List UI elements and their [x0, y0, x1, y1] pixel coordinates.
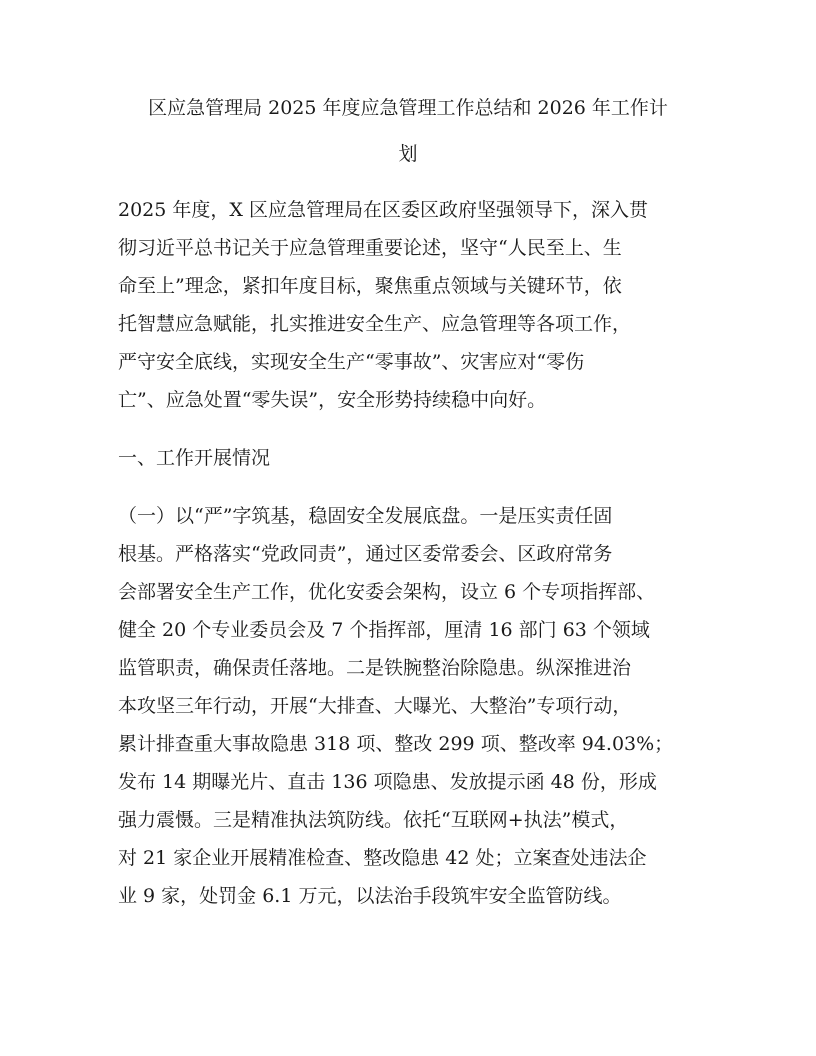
section-para-line: 本攻坚三年行动，开展“大排查、大曝光、大整治”专项行动， [118, 695, 632, 717]
section-para-line: 对 21 家企业开展精准检查、整改隐患 42 处；立案查处违法企 [118, 847, 647, 869]
section-para-line: 根基。严格落实“党政同责”，通过区委常委会、区政府常务 [118, 543, 613, 565]
document-title-line-2: 划 [398, 143, 418, 165]
section-heading: 一、工作开展情况 [118, 447, 271, 469]
intro-line: 彻习近平总书记关于应急管理重要论述，坚守“人民至上、生 [118, 237, 622, 259]
section-para-line: 监管职责，确保责任落地。二是铁腕整治除隐患。纵深推进治 [118, 657, 632, 679]
intro-line: 亡”、应急处置“零失误”，安全形势持续稳中向好。 [118, 389, 547, 411]
section-para-line: 强力震慑。三是精准执法筑防线。依托“互联网+执法”模式， [118, 809, 629, 831]
section-para-line: 业 9 家，处罚金 6.1 万元，以法治手段筑牢安全监管防线。 [118, 885, 622, 907]
section-para-line: 会部署安全生产工作，优化安委会架构，设立 6 个专项指挥部、 [118, 581, 656, 603]
section-para-line: 健全 20 个专业委员会及 7 个指挥部，厘清 16 部门 63 个领域 [118, 619, 650, 641]
section-para-line: 累计排查重大事故隐患 318 项、整改 299 项、整改率 94.03%； [118, 733, 674, 755]
intro-line: 命至上”理念，紧扣年度目标，聚焦重点领域与关键环节，依 [118, 275, 622, 297]
document-title-line-1: 区应急管理局 2025 年度应急管理工作总结和 2026 年工作计 [148, 97, 668, 119]
section-para-line: 发布 14 期曝光片、直击 136 项隐患、发放提示函 48 份，形成 [118, 771, 657, 793]
intro-line: 严守安全底线，实现安全生产“零事故”、灾害应对“零伤 [118, 351, 585, 373]
intro-line: 托智慧应急赋能，扎实推进安全生产、应急管理等各项工作， [118, 313, 632, 335]
section-para-line: （一）以“严”字筑基，稳固安全发展底盘。一是压实责任固 [118, 505, 613, 527]
intro-line: 2025 年度，X 区应急管理局在区委区政府坚强领导下，深入贯 [118, 199, 648, 221]
